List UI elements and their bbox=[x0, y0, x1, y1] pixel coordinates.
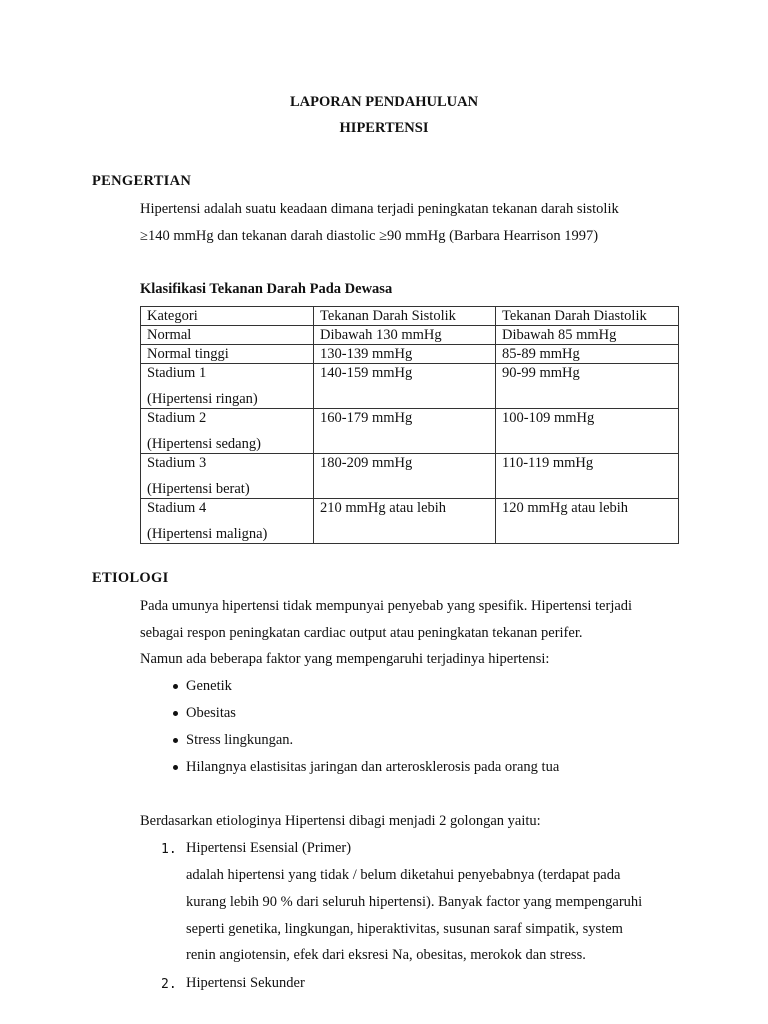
table-cell-diastolic: 100-109 mmHg bbox=[496, 409, 679, 454]
paragraph-line: sebagai respon peningkatan cardiac output atau peningkatan tekanan perifer. bbox=[140, 625, 583, 641]
section-heading-etiologi: ETIOLOGI bbox=[92, 570, 169, 586]
category-description: (Hipertensi ringan) bbox=[147, 391, 258, 407]
list-number: 2. bbox=[161, 977, 177, 992]
category-stage: Stadium 4 bbox=[147, 500, 207, 516]
classification-table bbox=[140, 306, 679, 544]
table-header-cell: Kategori bbox=[141, 307, 314, 326]
table-cell-category bbox=[141, 499, 314, 544]
table-cell-systolic: 130-139 mmHg bbox=[314, 345, 496, 364]
table-cell-diastolic: 85-89 mmHg bbox=[496, 345, 679, 364]
category-stage: Stadium 1 bbox=[147, 365, 207, 381]
numbered-item-title: Hipertensi Sekunder bbox=[186, 975, 305, 991]
table-cell-diastolic: 90-99 mmHg bbox=[496, 364, 679, 409]
list-number: 1. bbox=[161, 842, 177, 857]
table-cell-diastolic: 120 mmHg atau lebih bbox=[496, 499, 679, 544]
list-item: Obesitas bbox=[186, 703, 559, 730]
category-stage: Stadium 2 bbox=[147, 410, 207, 426]
table-cell-category: Normal tinggi bbox=[141, 345, 314, 364]
list-item: Hilangnya elastisitas jaringan dan arterosklerosis pada orang tua bbox=[186, 757, 559, 784]
table-cell-category bbox=[141, 454, 314, 499]
table-header-row bbox=[141, 307, 679, 326]
table-row bbox=[141, 409, 679, 454]
table-cell-category bbox=[141, 364, 314, 409]
paragraph-line: Hipertensi adalah suatu keadaan dimana terjadi peningkatan tekanan darah sistolik bbox=[140, 201, 619, 217]
paragraph-line: ≥140 mmHg dan tekanan darah diastolic ≥90 mmHg (Barbara Hearrison 1997) bbox=[140, 228, 599, 244]
document-subtitle: HIPERTENSI bbox=[339, 120, 429, 136]
table-cell-category bbox=[141, 409, 314, 454]
table-cell-systolic: 180-209 mmHg bbox=[314, 454, 496, 499]
document-title: LAPORAN PENDAHULUAN bbox=[289, 94, 479, 110]
paragraph-line: renin angiotensin, efek dari eksresi Na, obesitas, merokok dan stress. bbox=[186, 947, 586, 963]
table-cell-systolic: 160-179 mmHg bbox=[314, 409, 496, 454]
table-row bbox=[141, 345, 679, 364]
paragraph-line: Berdasarkan etiologinya Hipertensi dibagi menjadi 2 golongan yaitu: bbox=[140, 813, 541, 829]
table-row bbox=[141, 326, 679, 345]
table-cell-systolic: 140-159 mmHg bbox=[314, 364, 496, 409]
paragraph-line: Pada umunya hipertensi tidak mempunyai penyebab yang spesifik. Hipertensi terjadi bbox=[140, 598, 633, 614]
category-stage: Stadium 3 bbox=[147, 455, 207, 471]
category-description: (Hipertensi maligna) bbox=[147, 526, 268, 542]
table-row bbox=[141, 499, 679, 544]
table-cell-diastolic: 110-119 mmHg bbox=[496, 454, 679, 499]
list-item: Stress lingkungan. bbox=[186, 730, 559, 757]
table-header-cell: Tekanan Darah Diastolik bbox=[496, 307, 679, 326]
paragraph-line: kurang lebih 90 % dari seluruh hipertensi). Banyak factor yang mempengaruhi bbox=[186, 894, 643, 910]
paragraph-line: adalah hipertensi yang tidak / belum diketahui penyebabnya (terdapat pada bbox=[186, 867, 621, 883]
table-row bbox=[141, 454, 679, 499]
table-cell-systolic: Dibawah 130 mmHg bbox=[314, 326, 496, 345]
table-row bbox=[141, 364, 679, 409]
paragraph-line: Namun ada beberapa faktor yang mempengaruhi terjadinya hipertensi: bbox=[140, 651, 550, 667]
category-description: (Hipertensi sedang) bbox=[147, 436, 261, 452]
table-cell-category: Normal bbox=[141, 326, 314, 345]
table-cell-systolic: 210 mmHg atau lebih bbox=[314, 499, 496, 544]
factor-list bbox=[140, 676, 559, 784]
table-header-cell: Tekanan Darah Sistolik bbox=[314, 307, 496, 326]
paragraph-line: seperti genetika, lingkungan, hiperaktivitas, susunan saraf simpatik, system bbox=[186, 921, 623, 937]
section-heading-pengertian: PENGERTIAN bbox=[92, 173, 192, 189]
table-cell-diastolic: Dibawah 85 mmHg bbox=[496, 326, 679, 345]
category-description: (Hipertensi berat) bbox=[147, 481, 250, 497]
numbered-item-title: Hipertensi Esensial (Primer) bbox=[186, 840, 352, 856]
list-item: Genetik bbox=[186, 676, 559, 703]
table-caption: Klasifikasi Tekanan Darah Pada Dewasa bbox=[140, 281, 393, 297]
